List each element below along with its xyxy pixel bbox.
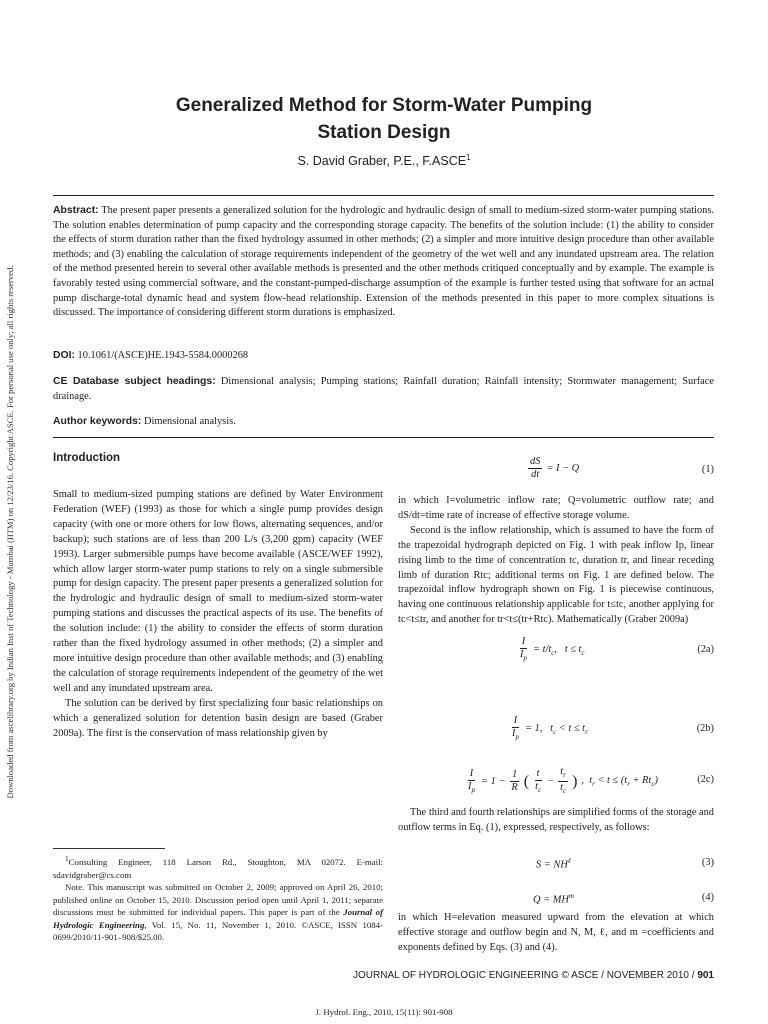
paragraph-intro-2: The solution can be derived by first specializing four basic relationships on which a generalized solution for detention basin design are based (Graber 2009a). The first is the conservation of mass relationship given by xyxy=(53,697,383,739)
page-number: 901 xyxy=(697,970,714,981)
subject-headings xyxy=(53,375,714,404)
abstract xyxy=(53,204,714,321)
subject-headings-label: CE Database subject headings: xyxy=(53,376,216,387)
journal-footer xyxy=(353,970,714,981)
title-line-1: Generalized Method for Storm-Water Pumping xyxy=(175,95,593,116)
doi-value[interactable]: 10.1061/(ASCE)HE.1943-5584.0000268 xyxy=(77,350,249,361)
section-rule xyxy=(53,437,714,438)
citation-footer: J. Hydrol. Eng., 2010, 15(11): 901-908 xyxy=(315,1007,453,1017)
author-keywords-value: Dimensional analysis. xyxy=(143,416,236,427)
footnote-journal-name: Journal of Hydrologic Engineering xyxy=(53,907,384,930)
equation-1: $\frac{dS}{dt}$ = I − Q (1) xyxy=(530,456,714,480)
paragraph-inflow-relationship: Second is the inflow relationship, which is assumed to have the form of the trapezoidal hydrograph depicted on Fig. 1 with peak inflow Ip, linear rising limb to the time of concentration tc, duration tr, and linear receding limb of duration Rtc; additional terms on Fig. 1 are defined below. The trapezoidal inflow hydrograph shown on Fig. 1 is piecewise continuous, having one continuous relationship applicable for t≤tc, another applying for tc<t≤tr, and another for tr<t≤(tr+Rtc). Mathematically (Graber 2009a) xyxy=(398,524,714,626)
footnote-note-tail: , Vol. 15, No. 11, November 1, 2010. ©ASCE, ISSN 1084-0699/2010/11-901–908/$25.00. xyxy=(53,919,384,943)
author-line xyxy=(60,153,708,168)
footnote-rule xyxy=(53,848,165,849)
download-watermark: Downloaded from ascelibrary.org by Indian Inst of Technology - Mumbai (IITM) on 12/23/16. Copyright ASCE. For personal use only; all rights reserved. xyxy=(5,265,15,799)
title-line-2: Station Design xyxy=(317,122,451,143)
eq1-fraction: $\frac{dS}{dt}$ xyxy=(530,456,541,480)
left-column-body xyxy=(53,488,383,741)
paper-title xyxy=(60,92,708,146)
footnote-mark: 1 xyxy=(65,854,69,863)
section-heading-introduction: Introduction xyxy=(53,452,121,464)
author-keywords-label: Author keywords: xyxy=(53,416,142,427)
subject-headings-value: Dimensional analysis; Pumping stations; Rainfall duration; Rainfall intensity; Stormwater management; Surface drainage. xyxy=(53,376,715,402)
equation-4: $Q = MH^m$ (4) xyxy=(533,892,714,906)
author-keywords xyxy=(53,415,714,430)
equation-2b: $\frac{I}{I_p}$ = 1, $t_c < t \le t_r$ (2b) xyxy=(512,715,714,742)
author-affiliation-mark: 1 xyxy=(466,153,471,162)
doi-label: DOI: xyxy=(53,350,75,361)
equation-2c-number: (2c) xyxy=(697,774,714,785)
journal-footer-text: JOURNAL OF HYDROLOGIC ENGINEERING © ASCE / NOVEMBER 2010 / xyxy=(353,970,695,981)
equation-3-number: (3) xyxy=(701,857,714,868)
doi-line xyxy=(53,349,714,364)
equation-3: $S = NH^\ell$ (3) xyxy=(536,857,714,871)
footnote-note xyxy=(53,881,383,944)
right-column-text-1 xyxy=(398,494,714,628)
footnote-note-text: Note. This manuscript was submitted on October 2, 2009; approved on April 26, 2010; published online on October 15, 2010. Discussion period open until April 1, 2011; separate discussions must be submitted for individual papers. This paper is part of the xyxy=(53,882,383,918)
footnote-affiliation xyxy=(53,853,383,881)
paragraph-eq1-definitions: in which I=volumetric inflow rate; Q=volumetric outflow rate; and dS/dt=time rate of increase of effective storage volume. xyxy=(398,495,714,521)
right-column-text-3 xyxy=(398,911,714,956)
footnote-affiliation-text: Consulting Engineer, 118 Larson Rd., Stoughton, MA 02072. E-mail: sdavidgraber@cs.com xyxy=(53,856,383,880)
right-column-text-2 xyxy=(398,806,714,836)
author-name: S. David Graber, P.E., F.ASCE xyxy=(297,154,467,169)
paragraph-eq3-4-definitions: in which H=elevation measured upward from the elevation at which effective storage and outflow begin and N, M, ℓ, and m =coefficients and exponents defined by Eqs. (3) and (4). xyxy=(398,912,714,953)
abstract-label: Abstract: xyxy=(53,205,99,216)
paragraph-storage-outflow: The third and fourth relationships are simplified forms of the storage and outflow terms in Eq. (1), expressed, respectively, as follows: xyxy=(398,807,714,833)
equation-2c: $\frac{I}{I_p}$ = 1 − $\frac{1}{R}$ ( $\frac{t}{t_c}$ − $\frac{t_r}{t_c}$ ) , $t_r < t \le (t_r + Rt_c)$ (2c) xyxy=(468,766,714,796)
equation-2b-number: (2b) xyxy=(696,723,714,734)
abstract-text: The present paper presents a generalized solution for the hydrologic and hydraulic design of small to medium-sized storm-water pumping stations. The solution enables determination of pump capacity and the corresponding storage capacity. The benefits of the solution include: (1) the ability to consider the effects of storm duration rather than the fixed hydrology assumed in other methods; (2) a simpler and more intuitive design procedure than other available methods; and (3) enabling the calculation of storage requirements independent of the geometry of the wet well and any inundated upstream area. The relation of the method presented herein to several other available methods is presented and the other methods critiqued conceptually and by example. The example is favorably tested using commercial software, and the constant-pumped-discharge assumption of the example is further tested using that software for an actual pump discharge-total dynamic head and system flow-head relationship. Extension of the methods presented in this paper to more complex situations is discussed. The importance of considering different storm durations is emphasized. xyxy=(53,205,714,319)
equation-2a: $\frac{I}{I_p}$ = $t/t_c$, $t \le t_c$ (2a) xyxy=(520,636,714,663)
paragraph-intro-1: Small to medium-sized pumping stations are defined by Water Environment Federation (WEF) (1993) as those for which a single pump provides design capacity (with one or more others for low flows, alternating sequences, and/or backup); such stations are of less than 200 L/s (3,200 gpm) capacity (WEF 1993). Larger submersible pumps have become available (ASCE/WEF 1992), which allow larger storm-water pump stations to rely on a single submersible pump for design capacity. The present paper presents a generalized solution for the hydrologic and hydraulic design of small to medium-sized storm-water pumping stations and discusses the practical aspects of its use. The benefits of the solution include: (1) the ability to consider the effects of storm duration rather than the fixed hydrology assumed in other methods; (2) a simpler and more intuitive design procedure than other available methods; and (3) enabling the calculation of storage requirements independent of the geometry of the wet well and any inundated upstream area. xyxy=(53,489,383,694)
footnotes xyxy=(53,853,383,944)
equation-1-number: (1) xyxy=(701,464,714,475)
equation-2a-number: (2a) xyxy=(697,644,714,655)
equation-4-number: (4) xyxy=(701,892,714,903)
top-rule xyxy=(53,195,714,196)
